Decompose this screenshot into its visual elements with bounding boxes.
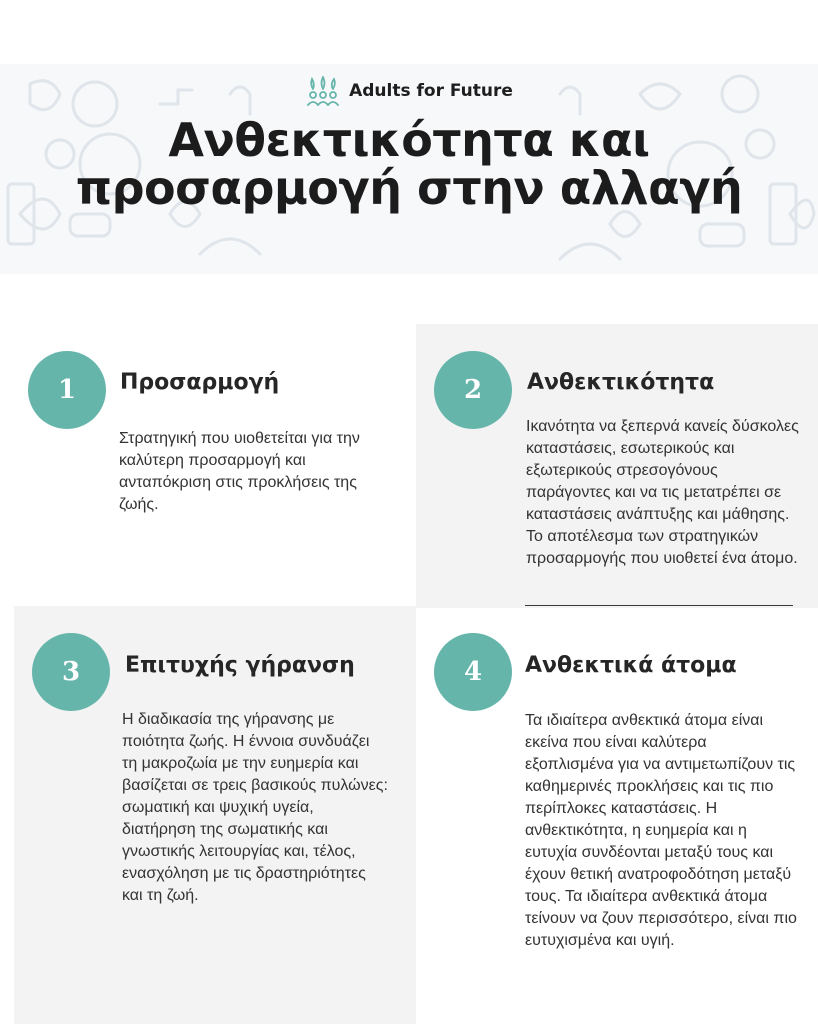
brand (0, 74, 818, 108)
section-body: Ικανότητα να ξεπερνά κανείς δύσκολες καταστάσεις, εσωτερικούς και εξωτερικούς στρεσογόνους παράγοντες και να τις μετατρέπει σε καταστάσεις ανάπτυξης και μάθησης. Το αποτέλεσμα των στρατηγικών προσαρμογής που υιοθετεί ένα άτομο. (526, 418, 799, 567)
brand-name: Adults for Future (349, 81, 513, 101)
section-title: Επιτυχής γήρανση (125, 653, 355, 678)
section-body: Στρατηγική που υιοθετείται για την καλύτερη προσαρμογή και ανταπόκριση στις προκλήσεις της ζωής. (119, 430, 360, 513)
section-title: Προσαρμογή (120, 370, 280, 395)
section-number-badge: 4 (434, 633, 512, 711)
section-title: Ανθεκτικότητα (527, 370, 715, 395)
page-title: Ανθεκτικότητα και προσαρμογή στην αλλαγή (75, 113, 743, 215)
section-body: Η διαδικασία της γήρανσης με ποιότητα ζωής. Η έννοια συνδυάζει τη μακροζωία με την ευημερία και βασίζεται σε τρεις βασικούς πυλώνες: σωματική και ψυχική υγεία, διατήρηση της σωματικής και γνωστικής λειτουργίας και, τέλος, ενασχόληση με τις δραστηριότητες και τη ζωή. (122, 711, 388, 904)
people-leaves-icon (305, 76, 341, 106)
section-number-badge: 1 (28, 351, 106, 429)
section-number-badge: 3 (32, 633, 110, 711)
divider (525, 605, 793, 606)
section-body: Τα ιδιαίτερα ανθεκτικά άτομα είναι εκείνα που είναι καλύτερα εξοπλισμένα για να αντιμετωπίζουν τις καθημερινές προκλήσεις και τις πιο περίπλοκες καταστάσεις. Η ανθεκτικότητα, η ευημερία και η ευτυχία συνδέονται μεταξύ τους και έχουν θετική ανατροφοδότηση μεταξύ τους. Τα ιδιαίτερα ανθεκτικά άτομα τείνουν να ζουν περισσότερο, είναι πιο ευτυχισμένα και υγιή. (525, 712, 797, 949)
section-number-badge: 2 (434, 351, 512, 429)
section-title: Ανθεκτικά άτομα (525, 653, 737, 678)
